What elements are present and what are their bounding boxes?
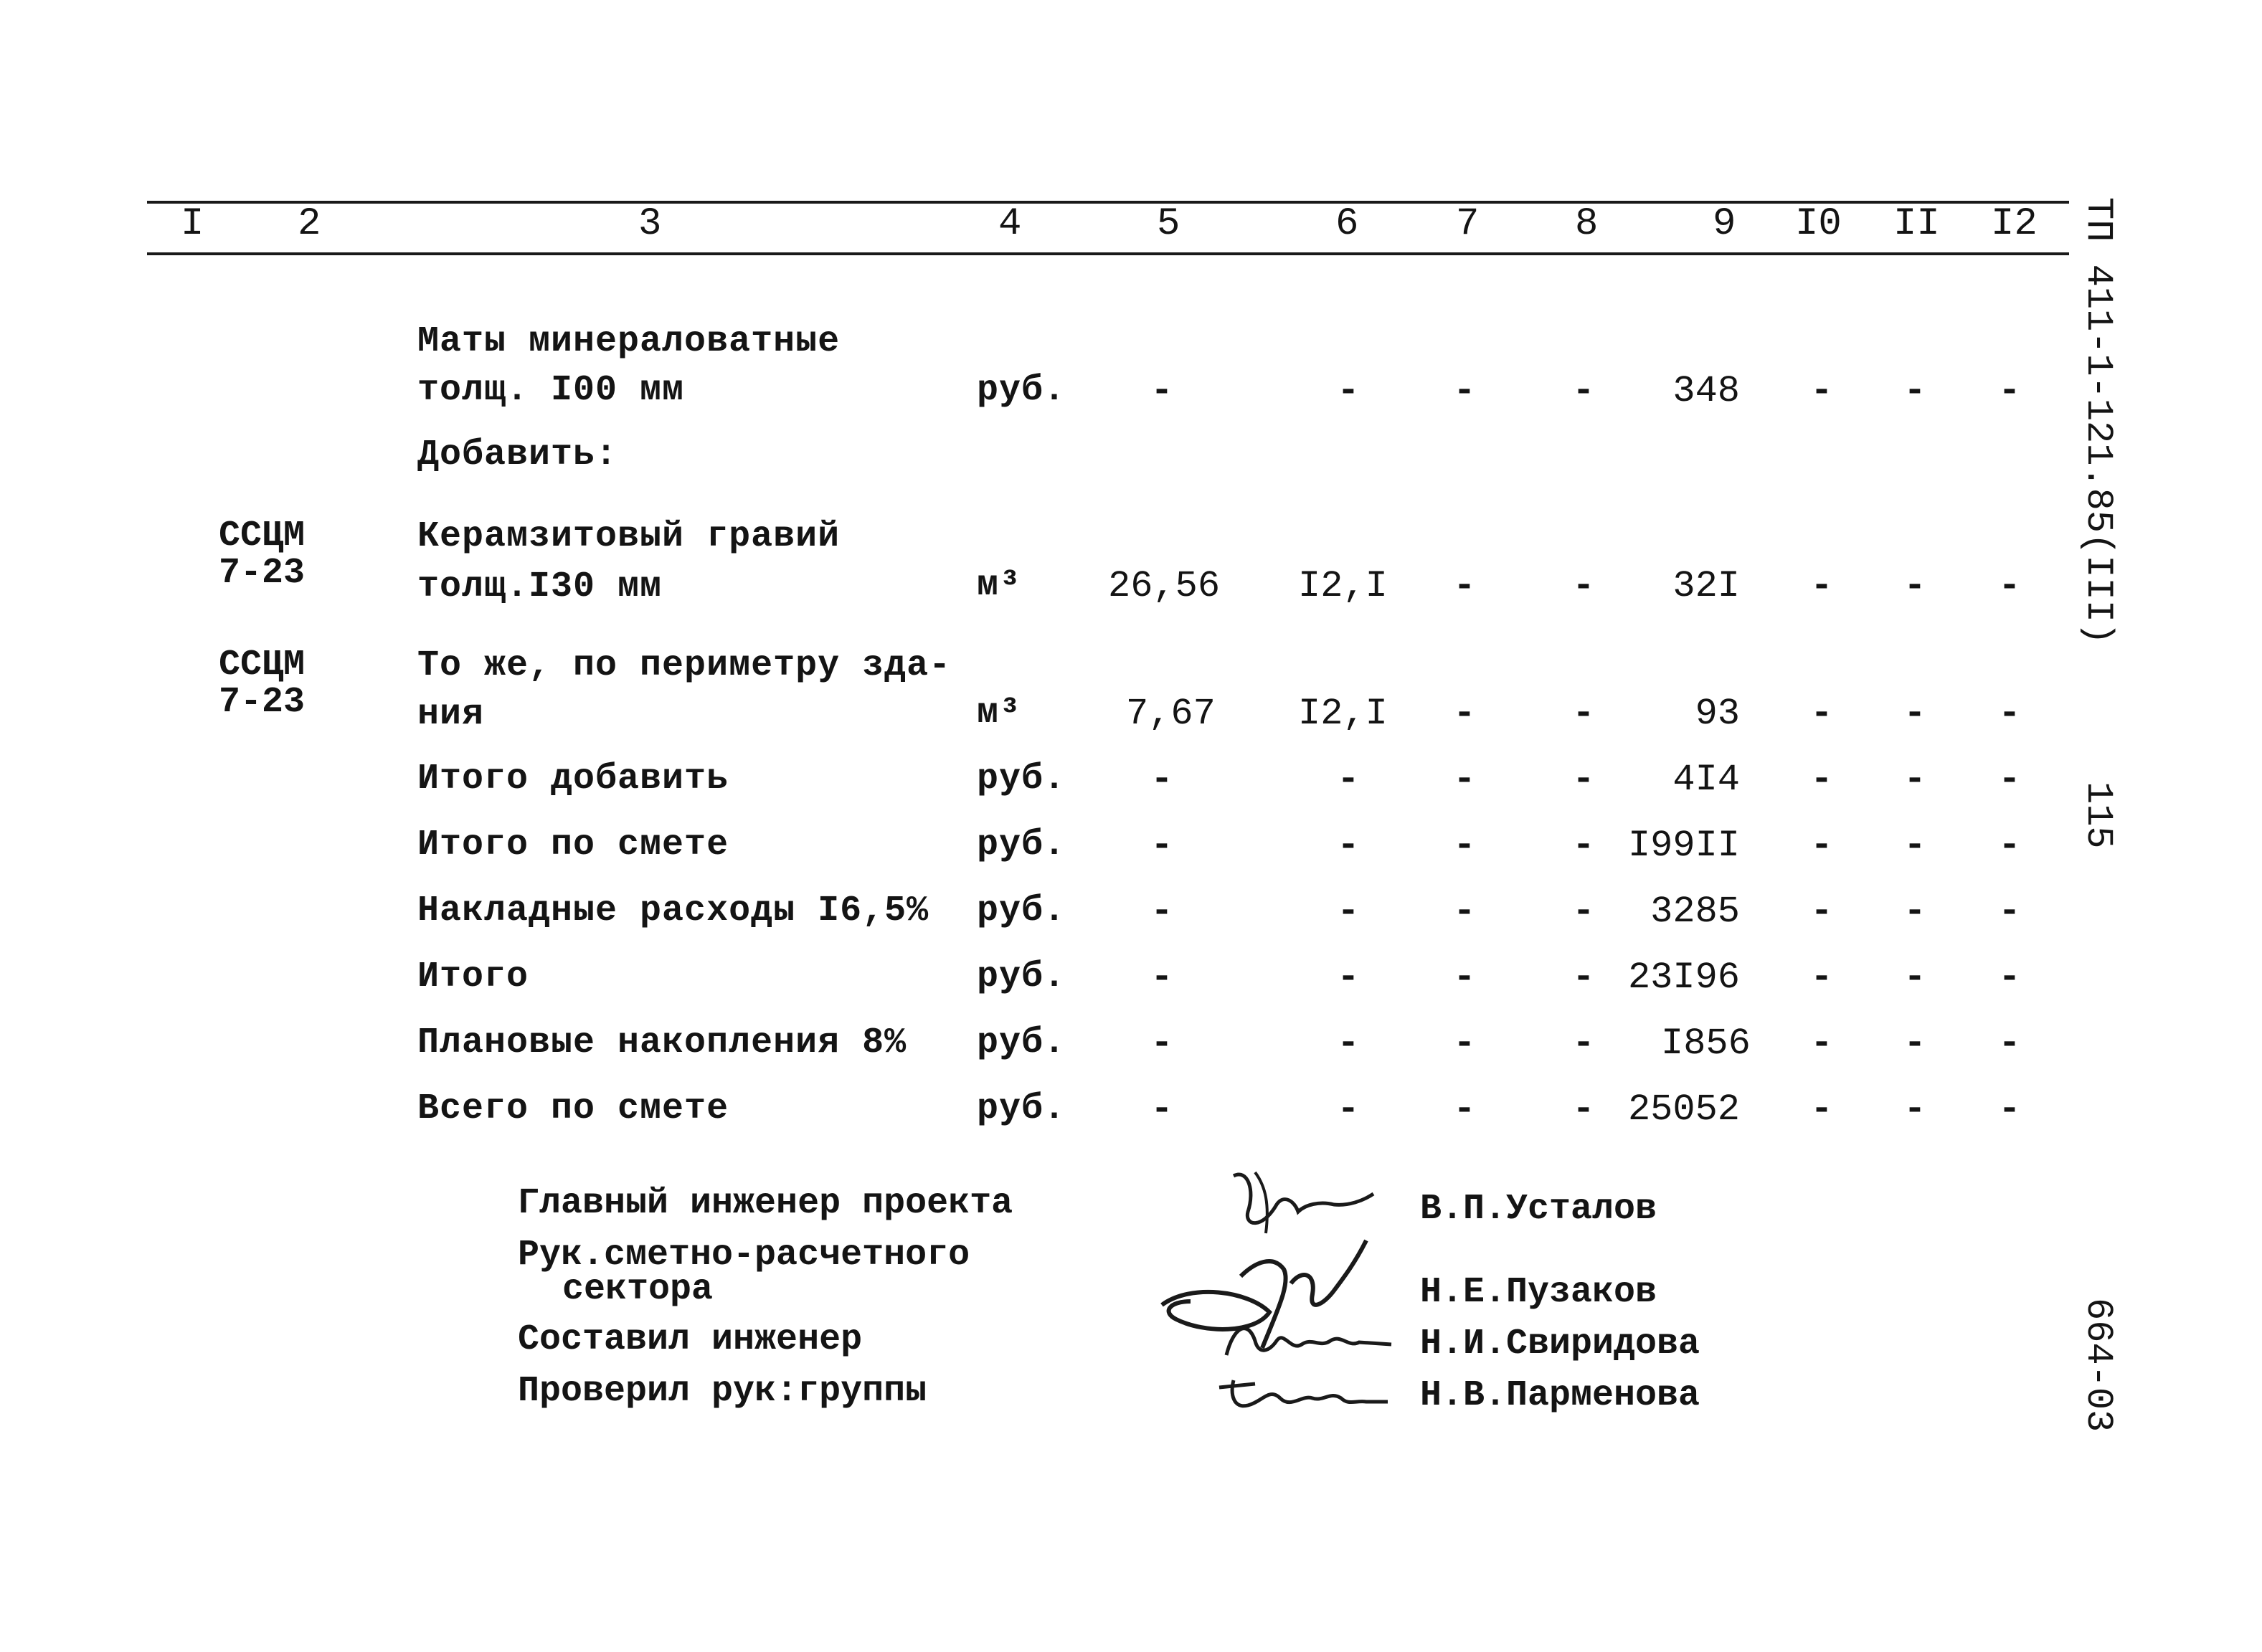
row-unit: руб. [977, 1022, 1066, 1063]
cell-col10: - [1810, 825, 1833, 867]
col-header-11: II [1893, 202, 1940, 246]
cell-col11: - [1903, 1022, 1926, 1065]
row-unit: м³ [977, 565, 1022, 606]
col-header-6: 6 [1335, 202, 1359, 246]
row-unit: м³ [977, 693, 1022, 734]
signer-name: Н.Е.Пузаков [1420, 1272, 1657, 1313]
col-header-12: I2 [1991, 202, 2038, 246]
cell-col11: - [1903, 1088, 1926, 1131]
cell-col12: - [1998, 891, 2021, 933]
row-name-line: толщ. I00 мм [417, 370, 685, 411]
cell-col10: - [1810, 891, 1833, 933]
cell-col7: - [1453, 1022, 1476, 1065]
cell-col10: - [1810, 956, 1833, 999]
row-unit: руб. [977, 825, 1066, 865]
cell-col9: 23I96 [1627, 956, 1740, 999]
cell-col11: - [1903, 759, 1926, 801]
row-unit: руб. [977, 1088, 1066, 1129]
cell-col12: - [1998, 693, 2021, 735]
cell-col6: - [1337, 825, 1360, 867]
signer-role: сектора [562, 1269, 714, 1310]
cell-col5: - [1150, 370, 1173, 412]
row-name-line: Итого [417, 956, 529, 997]
col-header-2: 2 [298, 202, 321, 246]
cell-col7: - [1453, 956, 1476, 999]
cell-col5: - [1150, 759, 1173, 801]
row-name-line: ния [417, 694, 485, 735]
side-page-number: 115 [2077, 782, 2119, 849]
cell-col12: - [1998, 759, 2021, 801]
signer-role: Проверил рук:группы [518, 1371, 927, 1412]
cell-col7: - [1453, 1088, 1476, 1131]
row-name-line: Маты минераловатные [417, 321, 841, 362]
cell-col7: - [1453, 693, 1476, 735]
cell-col7: - [1453, 370, 1476, 412]
cell-col9: 32I [1672, 565, 1740, 607]
col-header-8: 8 [1575, 202, 1599, 246]
cell-col5: - [1150, 1088, 1173, 1131]
cell-col8: - [1572, 956, 1595, 999]
col-header-7: 7 [1456, 202, 1480, 246]
signer-role: Главный инженер проекта [518, 1183, 1013, 1224]
cell-col6: I2,I [1298, 693, 1388, 735]
cell-col11: - [1903, 891, 1926, 933]
cell-col12: - [1998, 956, 2021, 999]
cell-col5: - [1150, 1022, 1173, 1065]
cell-col12: - [1998, 1022, 2021, 1065]
row-code: ССЦМ 7-23 [218, 645, 306, 723]
col-header-1: I [181, 202, 204, 246]
cell-col5: - [1150, 825, 1173, 867]
cell-col12: - [1998, 565, 2021, 607]
row-unit: руб. [977, 891, 1066, 931]
signer-name: Н.В.Парменова [1420, 1375, 1700, 1416]
cell-col5: 26,56 [1108, 565, 1221, 607]
header-top-rule [147, 201, 2069, 204]
row-name-line: То же, по периметру зда- [417, 645, 952, 686]
cell-col8: - [1572, 693, 1595, 735]
row-name-line: Итого по смете [417, 825, 729, 865]
cell-col11: - [1903, 370, 1926, 412]
row-unit: руб. [977, 759, 1066, 799]
side-doc-code: ТП 411-1-121.85(III) [2077, 197, 2119, 645]
cell-col5: 7,67 [1126, 693, 1216, 735]
cell-col9: 93 [1695, 693, 1740, 735]
cell-col9: 25052 [1627, 1088, 1740, 1131]
col-header-3: 3 [638, 202, 662, 246]
cell-col9: 348 [1672, 370, 1740, 412]
row-name-line: Накладные расходы I6,5% [417, 891, 929, 931]
cell-col8: - [1572, 370, 1595, 412]
cell-col8: - [1572, 565, 1595, 607]
cell-col6: - [1337, 1088, 1360, 1131]
cell-col7: - [1453, 565, 1476, 607]
col-header-5: 5 [1157, 202, 1180, 246]
cell-col10: - [1810, 565, 1833, 607]
header-bottom-rule [147, 252, 2069, 255]
row-name-line: Керамзитовый гравий [417, 516, 841, 557]
col-header-10: I0 [1795, 202, 1842, 246]
cell-col5: - [1150, 891, 1173, 933]
cell-col6: - [1337, 759, 1360, 801]
row-name-line: Плановые накопления 8% [417, 1022, 907, 1063]
cell-col9: I856 [1661, 1022, 1751, 1065]
cell-col8: - [1572, 1088, 1595, 1131]
signer-name: Н.И.Свиридова [1420, 1324, 1700, 1364]
signature-sviridova [1219, 1312, 1406, 1369]
cell-col10: - [1810, 1088, 1833, 1131]
cell-col6: - [1337, 1022, 1360, 1065]
signer-name: В.П.Усталов [1420, 1189, 1657, 1230]
cell-col6: I2,I [1298, 565, 1388, 607]
cell-col11: - [1903, 693, 1926, 735]
cell-col9: 3285 [1650, 891, 1740, 933]
signer-role: Составил инженер [518, 1319, 863, 1360]
cell-col5: - [1150, 956, 1173, 999]
cell-col8: - [1572, 825, 1595, 867]
cell-col11: - [1903, 956, 1926, 999]
cell-col10: - [1810, 370, 1833, 412]
cell-col7: - [1453, 825, 1476, 867]
col-header-9: 9 [1713, 202, 1736, 246]
cell-col6: - [1337, 956, 1360, 999]
cell-col8: - [1572, 759, 1595, 801]
side-archive-number: 664-03 [2077, 1298, 2119, 1433]
cell-col7: - [1453, 891, 1476, 933]
cell-col12: - [1998, 370, 2021, 412]
row-name-line: Итого добавить [417, 759, 729, 799]
cell-col10: - [1810, 1022, 1833, 1065]
row-name-line: Всего по смете [417, 1088, 729, 1129]
col-header-4: 4 [998, 202, 1022, 246]
section-label: Добавить: [417, 435, 618, 475]
row-name-line: толщ.I30 мм [417, 566, 663, 607]
signature-parmenova [1212, 1366, 1399, 1423]
row-unit: руб. [977, 956, 1066, 997]
cell-col12: - [1998, 1088, 2021, 1131]
cell-col9: 4I4 [1672, 759, 1740, 801]
signer-role: Рук.сметно-расчетного [518, 1235, 970, 1276]
cell-col8: - [1572, 891, 1595, 933]
cell-col10: - [1810, 693, 1833, 735]
cell-col12: - [1998, 825, 2021, 867]
cell-col11: - [1903, 565, 1926, 607]
cell-col11: - [1903, 825, 1926, 867]
cell-col7: - [1453, 759, 1476, 801]
cell-col6: - [1337, 370, 1360, 412]
row-code: ССЦМ 7-23 [218, 516, 306, 594]
cell-col6: - [1337, 891, 1360, 933]
cell-col9: I99II [1627, 825, 1740, 867]
cell-col8: - [1572, 1022, 1595, 1065]
cell-col10: - [1810, 759, 1833, 801]
row-unit: руб. [977, 370, 1066, 411]
